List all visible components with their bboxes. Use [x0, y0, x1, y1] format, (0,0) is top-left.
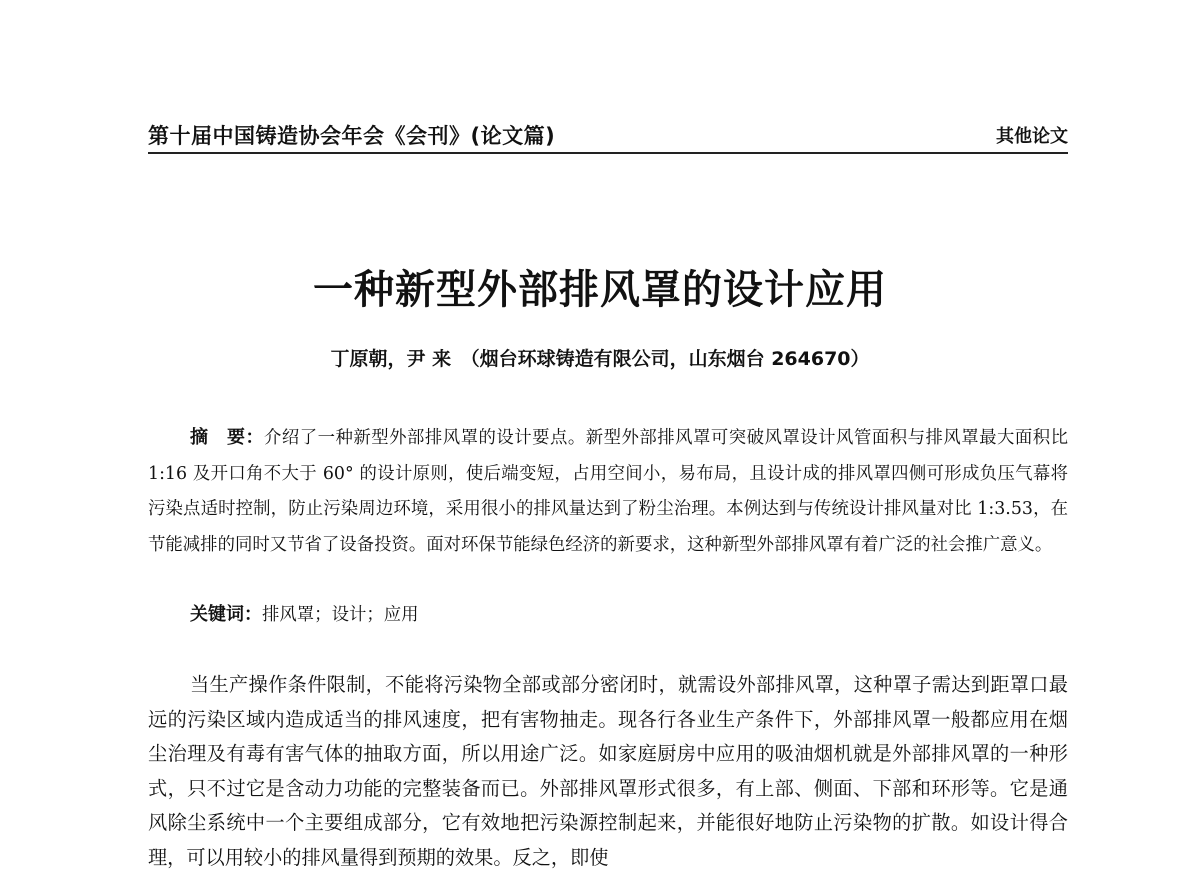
keywords-label: 关键词： [190, 604, 262, 625]
section-label: 其他论文 [996, 126, 1068, 147]
keywords-text: 排风罩；设计；应用 [262, 605, 419, 625]
body-paragraph: 当生产操作条件限制，不能将污染物全部或部分密闭时，就需设外部排风罩，这种罩子需达到距罩口最远的污染区域内造成适当的排风速度，把有害物抽走。现各行各业生产条件下，外部排风罩一般都应用在烟尘治理及有毒有害气体的抽取方面，所以用途广泛。如家庭厨房中应用的吸油烟机就是外部排风罩的一种形式，只不过它是含动力功能的完整装备而已。外部排风罩形式很多，有上部、侧面、下部和环形等。它是通风除尘系统中一个主要组成部分，它有效地把污染源控制起来，并能很好地防止污染物的扩散。如设计得合理，可以用较小的排风量得到预期的效果。反之，即使 [148, 673, 1068, 869]
running-header [148, 118, 1068, 154]
abstract-text: 介绍了一种新型外部排风罩的设计要点。新型外部排风罩可突破风罩设计风管面积与排风罩最大面积比 1:16 及开口角不大于 60° 的设计原则，使后端变短，占用空间小，易布局，且设计成的排风罩四侧可形成负压气幕将污染点适时控制，防止污染周边环境，采用很小的排风量达到了粉尘治理。本例达到与传统设计排风量对比 1:3.53，在节能减排的同时又节省了设备投资。面对环保节能绿色经济的新要求，这种新型外部排风罩有着广泛的社会推广意义。 [148, 428, 1068, 555]
keywords [190, 597, 419, 633]
authors-affiliation: 丁原朝，尹 来 （烟台环球铸造有限公司，山东烟台 264670） [330, 348, 870, 370]
abstract-label: 摘 要： [190, 427, 264, 448]
journal-title: 第十届中国铸造协会年会《会刊》(论文篇) [148, 124, 556, 148]
abstract [148, 420, 1068, 563]
paper-title: 一种新型外部排风罩的设计应用 [313, 267, 887, 313]
